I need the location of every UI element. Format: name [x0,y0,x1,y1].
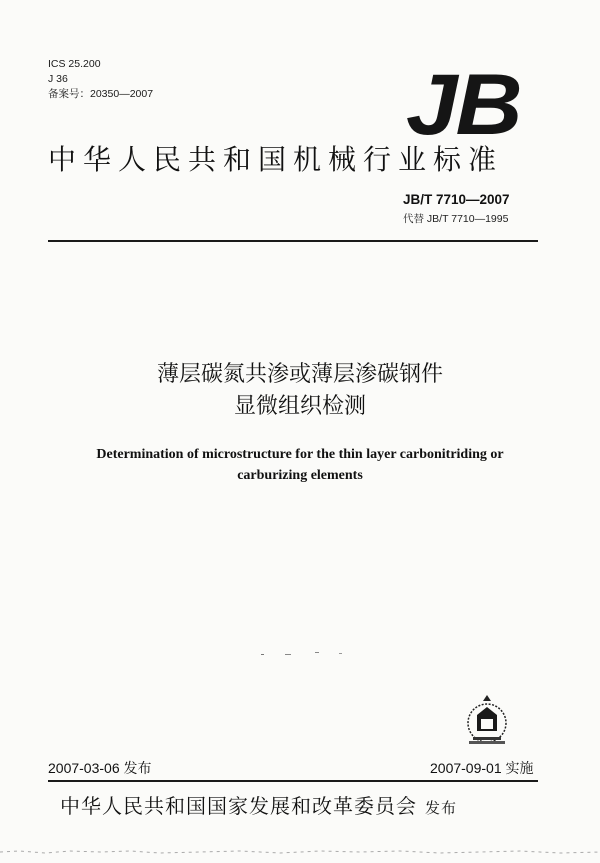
standards-emblem-icon [463,693,511,747]
jb-logo: JB [406,57,521,153]
title-cn-line1: 薄层碳氮共渗或薄层渗碳钢件 [156,362,443,387]
replaces-standard: 代替 JB/T 7710—1995 [403,213,509,225]
title-cn-line2: 显微组织检测 [233,394,366,419]
title-en-line1: Determination of microstructure for the thin layer carbonitriding or [96,447,504,462]
implement-date: 2007-09-01 实施 [430,760,534,776]
title-en-line2: carburizing elements [237,468,363,483]
record-number [48,88,153,101]
issuing-authority [60,790,457,819]
issuer-suffix: 发布 [425,799,458,817]
standard-number: JB/T 7710—2007 [403,192,510,207]
issuer-name: 中华人民共和国国家发展和改革委员会 [60,794,417,818]
scan-edge-noise [0,846,600,858]
record-value: 20350—2007 [90,88,154,100]
header-divider [48,240,538,242]
record-label: 备案号： [48,88,90,100]
issue-date: 2007-03-06 发布 [48,760,152,776]
footer-divider [48,780,538,782]
scan-specks [255,650,355,658]
ccs-code: J 36 [48,73,68,85]
ics-code: ICS 25.200 [48,58,101,70]
industry-standard-heading: 中华人民共和国机械行业标准 [48,143,504,176]
